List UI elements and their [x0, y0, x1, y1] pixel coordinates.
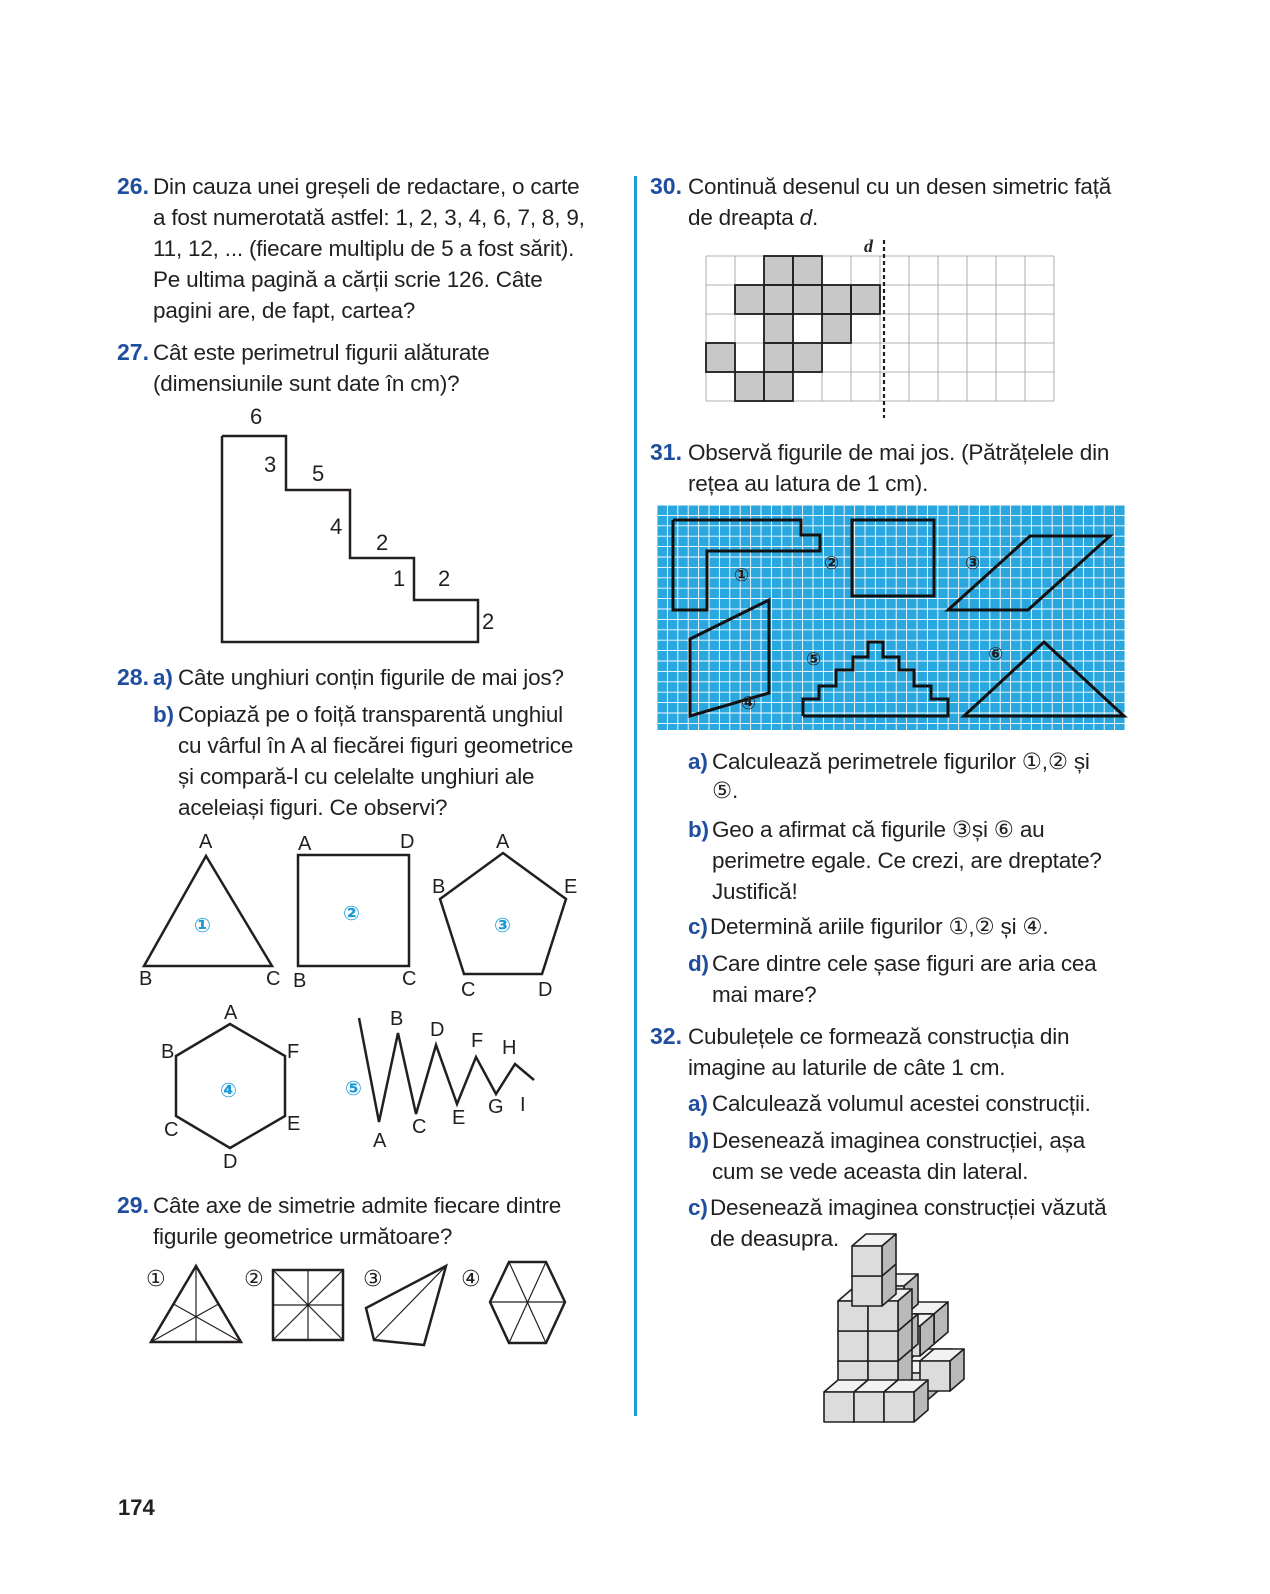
problem-number: 26. [117, 173, 149, 199]
vertex-label: C [266, 968, 281, 990]
shaded-cell [793, 343, 822, 372]
subpoint-label: b) [688, 817, 709, 842]
vertex-label: C [402, 968, 417, 990]
problem-text-line: perimetre egale. Ce crezi, are dreptate? [712, 848, 1102, 873]
problem-number: 27. [117, 339, 149, 365]
problem-text-line: 11, 12, ... (fiecare multiplu de 5 a fost sărit). [153, 236, 575, 261]
figure-number: ⑤ [806, 649, 822, 670]
problem-text-line [688, 202, 818, 233]
problem-text-line: imagine au laturile de câte 1 cm. [688, 1055, 1006, 1080]
subpoint-label: a) [688, 749, 708, 774]
figure-number: ① [734, 565, 750, 586]
shaded-cell [764, 285, 793, 314]
vertex-label: E [564, 876, 578, 898]
vertex-label: B [432, 876, 446, 898]
cube-construction [0, 0, 1, 1]
problem-text-line: Câte axe de simetrie admite fiecare dintre [153, 1193, 562, 1218]
vertex-label: D [400, 831, 415, 853]
text-segment: de dreapta [688, 205, 800, 230]
problem-text-line: pagini are, de fapt, cartea? [153, 298, 416, 323]
vertex-label: A [373, 1130, 387, 1152]
shaded-cell [822, 285, 851, 314]
vertex-label: A [199, 831, 213, 853]
vertex-label: E [287, 1113, 301, 1135]
problem-text-line: și compară-l cu celelalte unghiuri ale [178, 764, 535, 789]
problem-text-line: cum se vede aceasta din lateral. [712, 1159, 1029, 1184]
problem-number: 31. [650, 439, 682, 465]
figure-ref: ⑥ [993, 817, 1014, 843]
shaded-cell [764, 314, 793, 343]
dimension-label: 5 [312, 461, 325, 486]
axis-label: d [864, 236, 873, 256]
problem-number: 28. [117, 664, 149, 690]
figure-ref: ② [1047, 749, 1068, 775]
figure-number: ③ [363, 1267, 383, 1292]
problem-text-line: Justifică! [712, 879, 798, 904]
shaded-cell [793, 256, 822, 285]
dimension-label: 2 [438, 566, 451, 591]
problem-text-line: (dimensiunile sunt date în cm)? [153, 371, 460, 396]
shaded-cell [764, 256, 793, 285]
subpoint-label: d) [688, 951, 709, 976]
text-segment: . [731, 778, 739, 803]
problem-text-line: Continuă desenul cu un desen simetric față [688, 174, 1112, 199]
figure-number: ③ [965, 553, 981, 574]
text-segment: , [1041, 749, 1048, 774]
figure-number: ④ [220, 1078, 237, 1102]
shaded-cell [706, 343, 735, 372]
problem-text-line: Calculează volumul acestei construcții. [712, 1091, 1091, 1116]
figure-ref: ② [974, 914, 995, 940]
dimension-label: 2 [482, 609, 495, 634]
figure-ref: ① [948, 914, 969, 940]
shaded-cell [793, 285, 822, 314]
vertex-label: D [223, 1151, 238, 1173]
dimension-label: 4 [330, 514, 343, 539]
problem-text-line: aceleiași figuri. Ce observi? [178, 795, 448, 820]
page-number: 174 [118, 1495, 155, 1520]
text-segment: , [968, 914, 975, 939]
vertex-label: F [471, 1030, 484, 1052]
figure-number: ② [343, 901, 360, 925]
dimension-label: 1 [393, 566, 406, 591]
problem-text-line: figurile geometrice următoare? [153, 1224, 453, 1249]
vertex-label: C [164, 1119, 179, 1141]
italic-d: d [799, 205, 812, 230]
subpoint-label: c) [688, 914, 708, 939]
text-segment: și [994, 914, 1023, 939]
text-segment: Determină ariile figurilor [710, 914, 949, 939]
vertex-label: A [496, 831, 510, 853]
problem-text-line: cu vârful în A al fiecărei figuri geometrice [178, 733, 574, 758]
shaded-cell [822, 314, 851, 343]
text-segment: și [971, 817, 994, 842]
problem-text-line [712, 746, 1090, 778]
figure-ref: ⑤ [712, 778, 732, 804]
vertex-label: B [161, 1041, 175, 1063]
vertex-label: D [430, 1019, 445, 1041]
figure-number: ③ [494, 913, 511, 937]
problem-text-line: rețea au latura de 1 cm). [688, 471, 929, 496]
text-segment: și [1067, 749, 1090, 774]
vertex-label: D [538, 979, 553, 1001]
figure-number: ⑥ [988, 644, 1004, 665]
vertex-label: C [412, 1116, 427, 1138]
vertex-label: A [298, 833, 312, 855]
shaded-cell [735, 285, 764, 314]
vertex-label: A [224, 1002, 238, 1024]
figure-number: ② [244, 1267, 264, 1292]
dimension-label: 3 [264, 452, 277, 477]
figure-number: ② [824, 553, 840, 574]
figure-number: ① [146, 1267, 166, 1292]
vertex-label: E [452, 1107, 466, 1129]
shaded-cell [851, 285, 880, 314]
vertex-label: F [287, 1041, 300, 1063]
figure-number: ④ [741, 693, 757, 714]
text-segment: au [1013, 817, 1045, 842]
problem-text-line: Desenează imaginea construcției văzută [710, 1195, 1107, 1220]
problem-text-line: Cât este perimetrul figurii alăturate [153, 340, 490, 365]
shaded-cell [735, 372, 764, 401]
problem-text-line: Copiază pe o foiță transparentă unghiul [178, 702, 563, 727]
subpoint-label: c) [688, 1195, 708, 1220]
text-segment: Calculează perimetrele figurilor [712, 749, 1022, 774]
figure-ref: ④ [1022, 914, 1043, 940]
problem-text-line [712, 775, 738, 807]
problem-text-line: mai mare? [712, 982, 817, 1007]
square-with-axes [273, 1270, 343, 1340]
problem-text-line: Cubulețele ce formează construcția din [688, 1024, 1070, 1049]
problem-text-line: Din cauza unei greșeli de redactare, o carte [153, 174, 580, 199]
vertex-label: B [293, 970, 307, 992]
unit-cube [852, 1234, 896, 1276]
figure-number: ⑤ [345, 1076, 362, 1100]
subpoint-label: a) [153, 665, 173, 690]
problem-text-line: de deasupra. [710, 1226, 839, 1251]
text-segment: . [1042, 914, 1049, 939]
problem-text-line: Pe ultima pagină a cărții scrie 126. Câte [153, 267, 543, 292]
subpoint-label: a) [688, 1091, 708, 1116]
problem-text-line [712, 814, 1044, 846]
subpoint-label: b) [153, 702, 174, 727]
vertex-label: C [461, 979, 476, 1001]
vertex-label: H [502, 1037, 517, 1059]
shaded-cell [764, 372, 793, 401]
problem-text-line: Desenează imaginea construcției, așa [712, 1128, 1086, 1153]
problem-text-line [710, 911, 1048, 943]
vertex-label: B [390, 1008, 404, 1030]
problem-text-line: Care dintre cele șase figuri are aria cea [712, 951, 1097, 976]
figure-ref: ① [1021, 749, 1042, 775]
dimension-label: 6 [250, 404, 263, 429]
figure-number: ① [194, 913, 211, 937]
vertex-label: G [488, 1096, 504, 1118]
problem-number: 30. [650, 173, 682, 199]
problem-text-line: Câte unghiuri conțin figurile de mai jos? [178, 665, 564, 690]
problem-number: 32. [650, 1023, 682, 1049]
hexagon-with-axes [490, 1262, 565, 1343]
unit-cube [884, 1380, 928, 1422]
vertex-label: I [520, 1094, 526, 1116]
column-divider [634, 176, 637, 1416]
problem-text-line: a fost numerotată astfel: 1, 2, 3, 4, 6, 7, 8, 9, [153, 205, 585, 230]
triangle-shape [144, 856, 272, 966]
problem-text-line: Observă figurile de mai jos. (Pătrățelele din [688, 440, 1110, 465]
figure-number: ④ [461, 1267, 481, 1292]
shaded-cell [764, 343, 793, 372]
problem-number: 29. [117, 1192, 149, 1218]
zigzag-shape [359, 1018, 534, 1122]
text-segment: . [811, 205, 819, 230]
dimension-label: 2 [376, 530, 389, 555]
figure-ref: ③ [951, 817, 972, 843]
vertex-label: B [139, 968, 153, 990]
text-segment: Geo a afirmat că figurile [712, 817, 952, 842]
subpoint-label: b) [688, 1128, 709, 1153]
